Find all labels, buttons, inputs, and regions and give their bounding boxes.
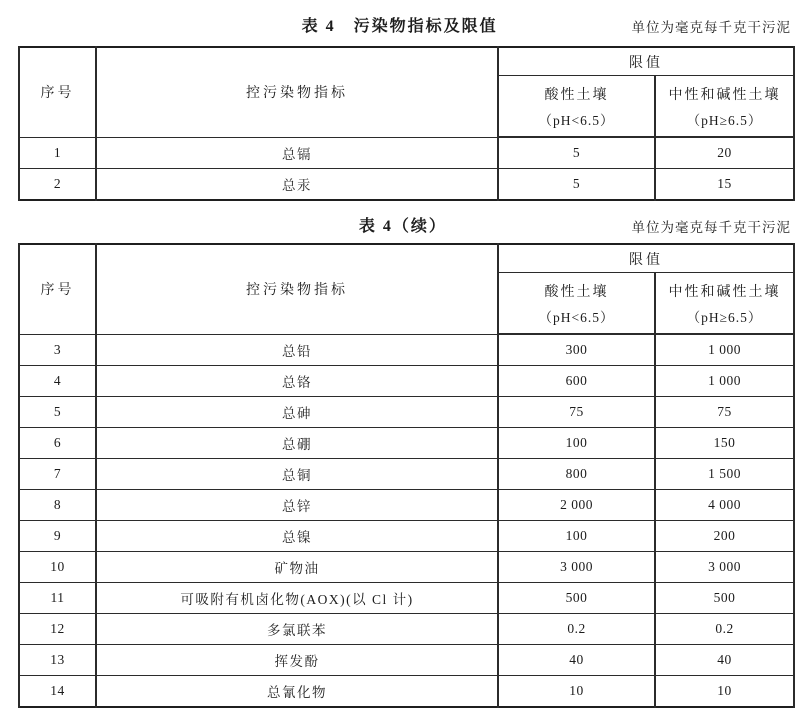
row-neutral-value: 1 000 (655, 366, 794, 397)
row-acidic-value: 3 000 (498, 552, 655, 583)
table4-cont-unit-note: 单位为毫克每千克干污泥 (631, 220, 791, 235)
pollutant-limits-table (18, 46, 795, 201)
row-indicator: 总铜 (96, 459, 498, 490)
row-acidic-value: 600 (498, 366, 655, 397)
row-indicator: 可吸附有机卤化物(AOX)(以 Cl 计) (96, 583, 498, 614)
row-indicator: 总氰化物 (96, 676, 498, 708)
row-neutral-value: 1 000 (655, 334, 794, 366)
table-row (19, 428, 794, 459)
pollutant-limits-table-continued (18, 243, 795, 708)
row-neutral-value: 40 (655, 645, 794, 676)
row-no: 6 (19, 428, 96, 459)
row-no: 9 (19, 521, 96, 552)
row-no: 8 (19, 490, 96, 521)
col-header-acidic-soil (498, 76, 655, 138)
row-no: 10 (19, 552, 96, 583)
row-acidic-value: 40 (498, 645, 655, 676)
row-neutral-value: 150 (655, 428, 794, 459)
row-no: 11 (19, 583, 96, 614)
col-header-limit-group: 限值 (498, 47, 794, 76)
row-acidic-value: 100 (498, 428, 655, 459)
row-no: 2 (19, 169, 96, 201)
row-no: 4 (19, 366, 96, 397)
table-row (19, 552, 794, 583)
col-header-no: 序号 (19, 244, 96, 334)
row-acidic-value: 75 (498, 397, 655, 428)
row-acidic-value: 300 (498, 334, 655, 366)
row-indicator: 总硼 (96, 428, 498, 459)
row-no: 13 (19, 645, 96, 676)
header-row-group (19, 244, 794, 273)
row-indicator: 总镍 (96, 521, 498, 552)
row-no: 5 (19, 397, 96, 428)
row-neutral-value: 1 500 (655, 459, 794, 490)
row-neutral-value: 3 000 (655, 552, 794, 583)
table-row (19, 521, 794, 552)
row-no: 7 (19, 459, 96, 490)
table-row (19, 676, 794, 708)
table-row (19, 397, 794, 428)
neutral-soil-label: 中性和碱性土壤 (668, 284, 781, 300)
table4-cont-caption-row (18, 213, 793, 235)
row-indicator: 多氯联苯 (96, 614, 498, 645)
row-acidic-value: 2 000 (498, 490, 655, 521)
row-acidic-value: 500 (498, 583, 655, 614)
row-neutral-value: 75 (655, 397, 794, 428)
table-row (19, 583, 794, 614)
row-indicator: 总锌 (96, 490, 498, 521)
row-neutral-value: 20 (655, 137, 794, 169)
table4-unit-note: 单位为毫克每千克干污泥 (631, 20, 791, 35)
row-neutral-value: 500 (655, 583, 794, 614)
row-indicator: 矿物油 (96, 552, 498, 583)
row-indicator: 总汞 (96, 169, 498, 201)
row-neutral-value: 10 (655, 676, 794, 708)
neutral-soil-label: 中性和碱性土壤 (668, 87, 781, 103)
row-acidic-value: 5 (498, 169, 655, 201)
table-row (19, 614, 794, 645)
col-header-indicator: 控污染物指标 (96, 244, 498, 334)
acidic-soil-label: 酸性土壤 (544, 284, 609, 300)
table-row (19, 169, 794, 201)
neutral-soil-ph: （pH≥6.5） (686, 309, 763, 325)
row-acidic-value: 0.2 (498, 614, 655, 645)
table4-title: 表 4 污染物指标及限值 (301, 18, 498, 35)
row-acidic-value: 800 (498, 459, 655, 490)
row-indicator: 总镉 (96, 137, 498, 169)
row-indicator: 总铬 (96, 366, 498, 397)
table-row (19, 334, 794, 366)
row-indicator: 总砷 (96, 397, 498, 428)
header-row-group (19, 47, 794, 76)
row-neutral-value: 200 (655, 521, 794, 552)
row-indicator: 挥发酚 (96, 645, 498, 676)
row-acidic-value: 5 (498, 137, 655, 169)
row-neutral-value: 15 (655, 169, 794, 201)
acidic-soil-ph: （pH<6.5） (538, 309, 615, 325)
table-row (19, 459, 794, 490)
col-header-indicator: 控污染物指标 (96, 47, 498, 137)
table4-caption-row (18, 13, 793, 37)
col-header-acidic-soil (498, 273, 655, 335)
neutral-soil-ph: （pH≥6.5） (686, 112, 763, 128)
row-no: 3 (19, 334, 96, 366)
row-no: 1 (19, 137, 96, 169)
row-indicator: 总铅 (96, 334, 498, 366)
table-row (19, 137, 794, 169)
row-acidic-value: 100 (498, 521, 655, 552)
col-header-neutral-soil (655, 76, 794, 138)
table-row (19, 366, 794, 397)
acidic-soil-label: 酸性土壤 (544, 87, 609, 103)
table4-cont-body (19, 334, 794, 707)
row-no: 14 (19, 676, 96, 708)
row-no: 12 (19, 614, 96, 645)
col-header-no: 序号 (19, 47, 96, 137)
table-row (19, 645, 794, 676)
row-neutral-value: 0.2 (655, 614, 794, 645)
col-header-limit-group: 限值 (498, 244, 794, 273)
table4-cont-title: 表 4（续） (358, 218, 447, 235)
table4-body (19, 137, 794, 200)
col-header-neutral-soil (655, 273, 794, 335)
table-row (19, 490, 794, 521)
row-neutral-value: 4 000 (655, 490, 794, 521)
row-acidic-value: 10 (498, 676, 655, 708)
acidic-soil-ph: （pH<6.5） (538, 112, 615, 128)
